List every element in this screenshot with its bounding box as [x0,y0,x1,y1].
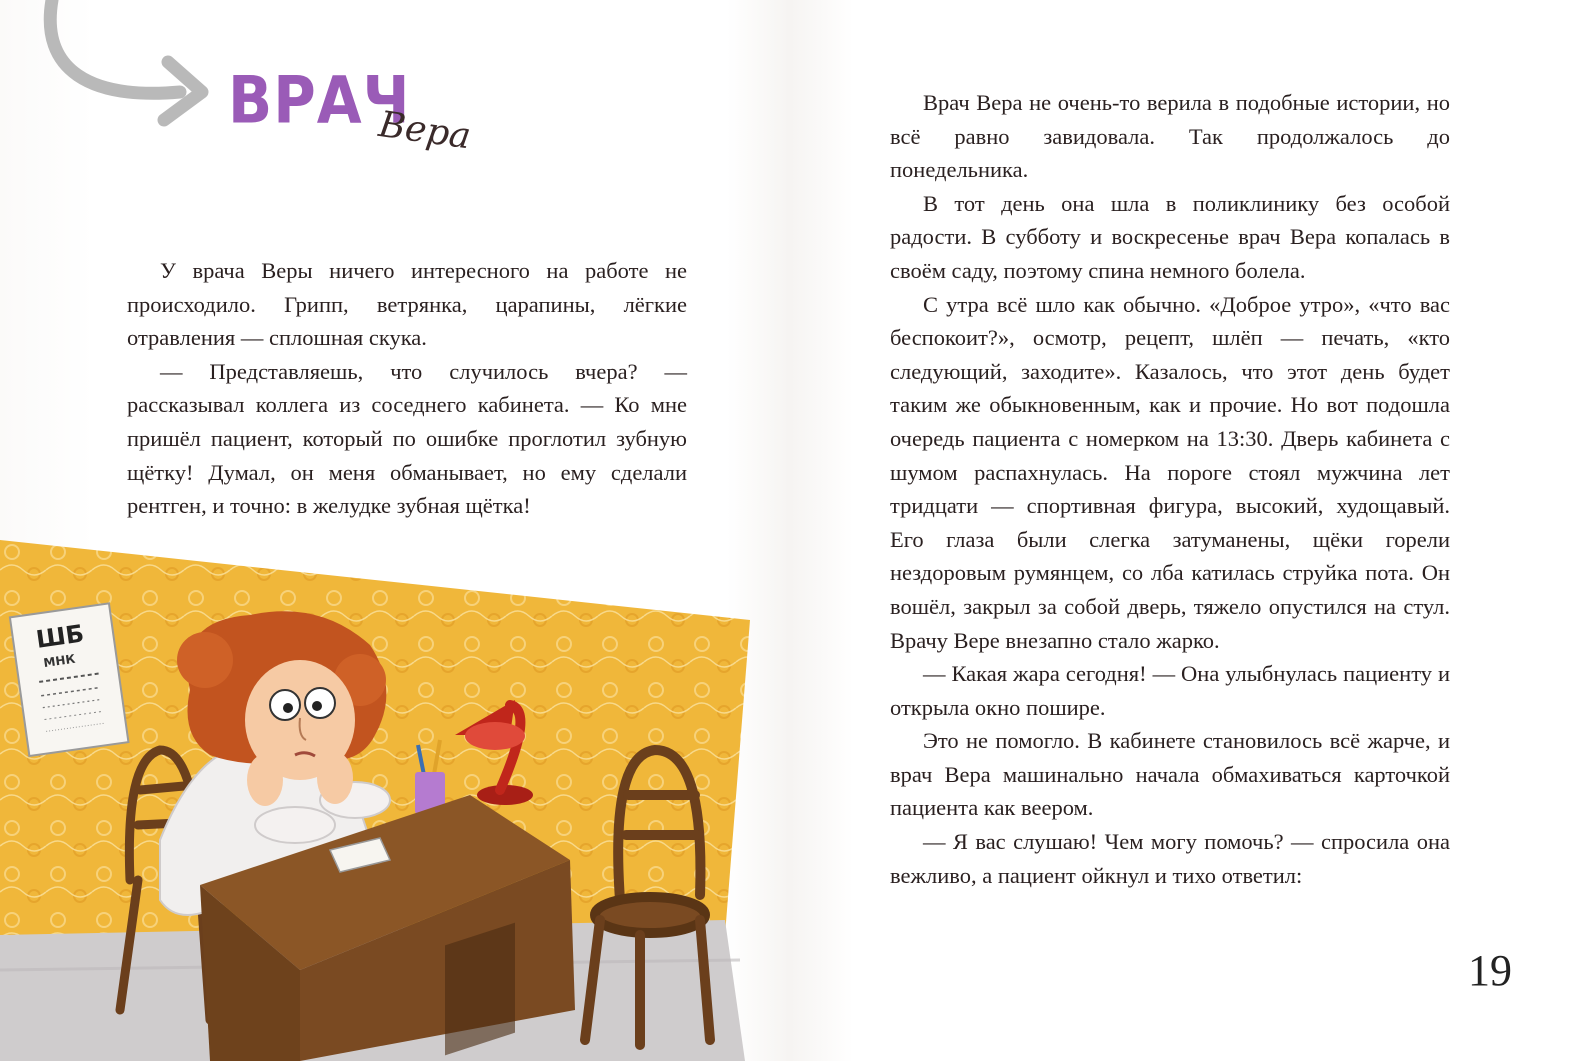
page-number: 19 [1468,946,1512,995]
eye-chart-row2: МНК [42,651,77,671]
left-text-column [127,254,687,523]
doctor-illustration [0,540,760,1061]
page-subtitle: Вера [376,104,474,158]
paragraph: Это не помогло. В кабинете становилось всё жарче, и врач Вера машинально начала обмахиваться карточкой пациента как веером. [890,728,1450,821]
curved-arrow-icon [30,0,230,150]
paragraph: С утра всё шло как обычно. «Доброе утро», «что вас беспокоит?», осмотр, рецепт, шлёп — печать, «кто следующий, заходите». Казалось, что этот день будет таким же обыкновенным, как и прочие. Но вот подошла очередь пациента с номерком на 13:30. Дверь кабинета с шумом распахнулась. На пороге стоял мужчина лет тридцати — спортивная фигура, высокий, худощавый. Его глаза были слегка затуманены, щёки горели нездоровым румянцем, со лба катилась струйка пота. Он вошёл, закрыл за собой дверь, тяжело опустился на стул. Врачу Вере внезапно стало жарко. [890,291,1450,653]
eye-chart-row1: ШБ [34,619,86,654]
right-text-column [890,86,1450,892]
paragraph: В тот день она шла в поликлинику без особой радости. В субботу и воскресенье врач Вера копалась в своём саду, поэтому спина немного болела. [890,190,1450,283]
page-title: ВРАЧ [228,62,411,139]
eye-chart [10,603,129,756]
paragraph: — Представляешь, что случилось вчера? — рассказывал коллега из соседнего кабинета. — Ко мне пришёл пациент, который по ошибке проглотил зубную щётку! Думал, он меня обманывает, но ему сделали рентген, и точно: в желудке зубная щётка! [127,358,687,519]
paragraph: Врач Вера не очень-то верила в подобные истории, но всё равно завидовала. Так продолжалось до понедельника. [890,90,1450,183]
paragraph: — Я вас слушаю! Чем могу помочь? — спросила она вежливо, а пациент ойкнул и тихо ответил: [890,829,1450,888]
paragraph: У врача Веры ничего интересного на работе не происходило. Грипп, ветрянка, царапины, лёгкие отравления — сплошная скука. [127,258,687,351]
paragraph: — Какая жара сегодня! — Она улыбнулась пациенту и открыла окно пошире. [890,661,1450,720]
